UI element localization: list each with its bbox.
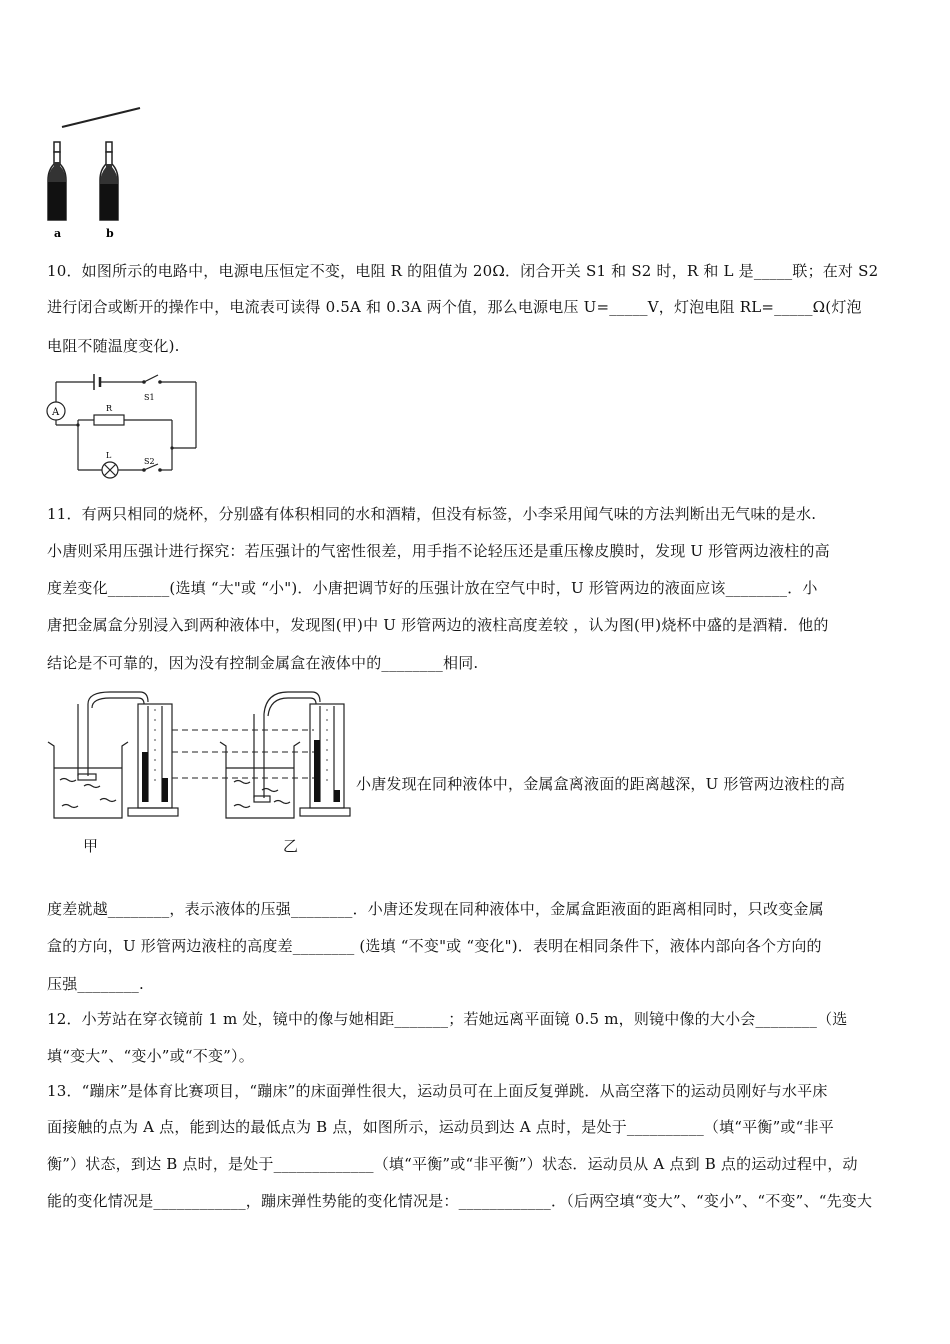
q11-line6: 度差就越________，表示液体的压强________．小唐还发现在同种液体中，金属盒距液面的距离相同时，只改变金属: [47, 900, 824, 918]
switch1-label: S1: [144, 393, 155, 402]
ammeter-label: A: [52, 407, 60, 418]
bottle-a-label: a: [54, 227, 62, 240]
bottle-b-label: b: [106, 227, 114, 240]
switch2-label: S2: [144, 457, 155, 466]
q11-line8: 压强________.: [47, 975, 144, 993]
q13-line2: 面接触的点为 A 点，能到达的最低点为 B 点，如图所示，运动员到达 A 点时，是处于__________（填“平衡”或“非平: [47, 1118, 834, 1136]
q13-line1: 13．“蹦床”是体育比赛项目，“蹦床”的床面弹性很大，运动员可在上面反复弹跳．从高空落下的运动员刚好与水平床: [47, 1082, 828, 1100]
q11-side-text: 小唐发现在同种液体中，金属盒离液面的距离越深，U 形管两边液柱的高: [356, 775, 846, 793]
q13-line4: 能的变化情况是____________，蹦床弹性势能的变化情况是：____________．（后两空填“变大”、“变小”、“不变”、“先变大: [47, 1192, 873, 1210]
q11-line1: 11．有两只相同的烧杯，分别盛有体积相同的水和酒精，但没有标签，小李采用闻气味的方法判断出无气味的是水.: [47, 505, 817, 523]
q11-line7: 盒的方向，U 形管两边液柱的高度差________ (选填 “不变"或 “变化")．表明在相同条件下，液体内部向各个方向的: [47, 937, 822, 955]
resistor-label: R: [106, 404, 113, 413]
bottles-figure: [40, 100, 150, 242]
straw-line: [62, 108, 140, 127]
q12-line2: 填“变大”、“变小”或“不变”）。: [47, 1047, 254, 1065]
q11-line3: 度差变化________(选填 “大"或 “小")．小唐把调节好的压强计放在空气中时，U 形管两边的液面应该________．小: [47, 579, 818, 597]
figure-jia-label: 甲: [83, 837, 99, 855]
q13-line3: 衡”）状态，到达 B 点时，是处于_____________（填“平衡”或“非平衡”）状态．运动员从 A 点到 B 点的运动过程中，动: [47, 1155, 858, 1173]
figure-yi-label: 乙: [283, 837, 299, 855]
bottle-a: [48, 142, 66, 220]
q11-line2: 小唐则采用压强计进行探究：若压强计的气密性很差，用手指不论轻压还是重压橡皮膜时，发现 U 形管两边液柱的高: [47, 542, 830, 560]
lamp-label: L: [106, 451, 112, 460]
q12-line1: 12．小芳站在穿衣镜前 1 m 处，镜中的像与她相距_______；若她远离平面镜 0.5 m，则镜中像的大小会________（选: [47, 1010, 848, 1028]
q10-line3: 电阻不随温度变化).: [47, 337, 180, 355]
pressure-gauge-figure: [44, 690, 354, 835]
q11-line4: 唐把金属盒分别浸入到两种液体中，发现图(甲)中 U 形管两边的液柱高度差较 ，认为图(甲)烧杯中盛的是酒精．他的: [47, 616, 829, 634]
circuit-figure: [44, 370, 204, 485]
q10-line1: 10．如图所示的电路中，电源电压恒定不变，电阻 R 的阻值为 20Ω．闭合开关 S1 和 S2 时，R 和 L 是_____联；在对 S2: [47, 262, 879, 280]
q11-line5: 结论是不可靠的，因为没有控制金属盒在液体中的________相同.: [47, 654, 479, 672]
q10-line2: 进行闭合或断开的操作中，电流表可读得 0.5A 和 0.3A 两个值，那么电源电压 U=_____V，灯泡电阻 RL=_____Ω(灯泡: [47, 298, 862, 316]
bottle-b: [100, 142, 118, 220]
